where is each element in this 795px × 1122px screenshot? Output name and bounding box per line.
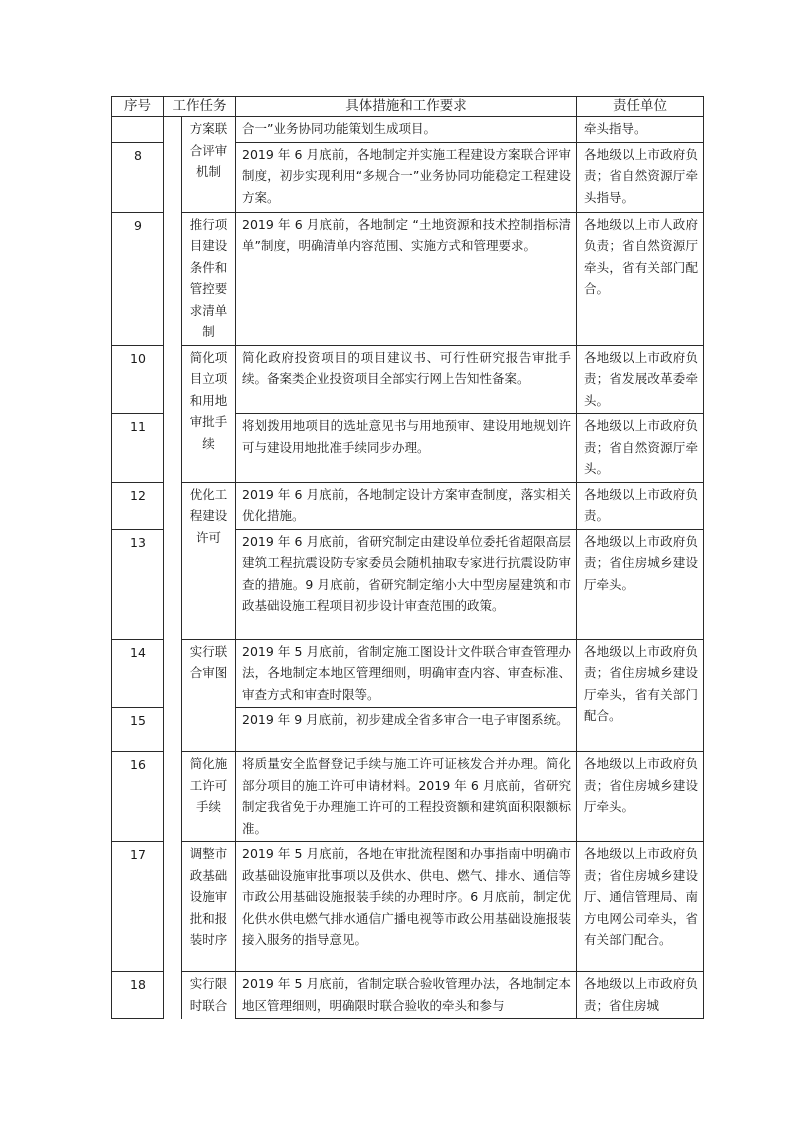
row-measure: 2019 年 6 月底前，各地制定 “土地资源和技术控制指标清单”制度，明确清单内容范围、实施方式和管理要求。 [236, 212, 577, 345]
row-num: 9 [112, 212, 164, 345]
row-num: 10 [112, 345, 164, 414]
row-task: 推行项目建设条件和管控要求清单制 [182, 212, 236, 345]
row-measure: 2019 年 6 月底前，省研究制定由建设单位委托省超限高层建筑工程抗震设防专家委员会随机抽取专家进行抗震设防审查的措施。9 月底前，省研究制定缩小大中型房屋建筑和市政基础设施工程项目初步设计审查范围的政策。 [236, 529, 577, 639]
row-unit: 各地级以上市人政府负责；省自然资源厅牵头，省有关部门配合。 [577, 212, 704, 345]
row-num: 8 [112, 142, 164, 212]
table-row [112, 972, 704, 1019]
header-num: 序号 [112, 97, 164, 117]
row-measure: 将质量安全监督登记手续与施工许可证核发合并办理。简化部分项目的施工许可申请材料。2019 年 6 月底前，省研究制定我省免于办理施工许可的工程投资额和建筑面积限额标准。 [236, 752, 577, 842]
table-header-row [112, 97, 704, 117]
row-measure: 2019 年 5 月底前，各地在审批流程图和办事指南中明确市政基础设施审批事项以及供水、供电、燃气、排水、通信等市政公用基础设施报装手续的办理时序。6 月底前，制定优化供水供电燃气排水通信广播电视等市政公用基础设施报装接入服务的指导意见。 [236, 842, 577, 972]
row-task: 实行联合审图 [182, 639, 236, 752]
work-task-table [111, 96, 704, 1019]
row-unit: 各地级以上市政府负责；省住房城乡建设厅牵头，省有关部门配合。 [577, 639, 704, 752]
row-num: 12 [112, 482, 164, 529]
row-task: 优化工程建设许可 [182, 482, 236, 639]
row-num: 17 [112, 842, 164, 972]
task-group-column [164, 117, 182, 1019]
table-row [112, 639, 704, 708]
row-unit: 各地级以上市政府负责；省住房城 [577, 972, 704, 1019]
header-unit: 责任单位 [577, 97, 704, 117]
row-task: 方案联合评审机制 [182, 117, 236, 213]
row-num: 16 [112, 752, 164, 842]
table-row [112, 117, 704, 143]
table-row [112, 345, 704, 414]
row-unit: 各地级以上市政府负责；省自然资源厅牵头指导。 [577, 142, 704, 212]
row-task: 简化施工许可手续 [182, 752, 236, 842]
row-task: 实行限时联合 [182, 972, 236, 1019]
row-unit: 牵头指导。 [577, 117, 704, 143]
table-row [112, 482, 704, 529]
row-measure: 将划拨用地项目的选址意见书与用地预审、建设用地规划许可与建设用地批准手续同步办理。 [236, 414, 577, 483]
row-num: 15 [112, 708, 164, 752]
row-measure: 2019 年 9 月底前，初步建成全省多审合一电子审图系统。 [236, 708, 577, 752]
row-measure: 2019 年 6 月底前，各地制定并实施工程建设方案联合评审制度，初步实现利用“多规合一”业务协同功能稳定工程建设方案。 [236, 142, 577, 212]
table-row [112, 212, 704, 345]
row-measure: 合一”业务协同功能策划生成项目。 [236, 117, 577, 143]
row-num: 13 [112, 529, 164, 639]
row-unit: 各地级以上市政府负责；省住房城乡建设厅牵头。 [577, 752, 704, 842]
row-task: 调整市政基础设施审批和报装时序 [182, 842, 236, 972]
header-task: 工作任务 [164, 97, 236, 117]
row-unit: 各地级以上市政府负责；省住房城乡建设厅、通信管理局、南方电网公司牵头，省有关部门配合。 [577, 842, 704, 972]
row-num [112, 117, 164, 143]
row-measure: 2019 年 5 月底前，省制定联合验收管理办法，各地制定本地区管理细则，明确限时联合验收的牵头和参与 [236, 972, 577, 1019]
row-measure: 简化政府投资项目的项目建议书、可行性研究报告审批手续。备案类企业投资项目全部实行网上告知性备案。 [236, 345, 577, 414]
row-measure: 2019 年 5 月底前，省制定施工图设计文件联合审查管理办法，各地制定本地区管理细则，明确审查内容、审查标准、审查方式和审查时限等。 [236, 639, 577, 708]
row-measure: 2019 年 6 月底前，各地制定设计方案审查制度，落实相关优化措施。 [236, 482, 577, 529]
table-row [112, 842, 704, 972]
row-num: 14 [112, 639, 164, 708]
header-measure: 具体措施和工作要求 [236, 97, 577, 117]
row-unit: 各地级以上市政府负责；省自然资源厅牵头。 [577, 414, 704, 483]
row-num: 18 [112, 972, 164, 1019]
row-unit: 各地级以上市政府负责；省住房城乡建设厅牵头。 [577, 529, 704, 639]
row-unit: 各地级以上市政府负责。 [577, 482, 704, 529]
table-row [112, 752, 704, 842]
row-task: 简化项目立项和用地审批手续 [182, 345, 236, 482]
row-unit: 各地级以上市政府负责；省发展改革委牵头。 [577, 345, 704, 414]
row-num: 11 [112, 414, 164, 483]
